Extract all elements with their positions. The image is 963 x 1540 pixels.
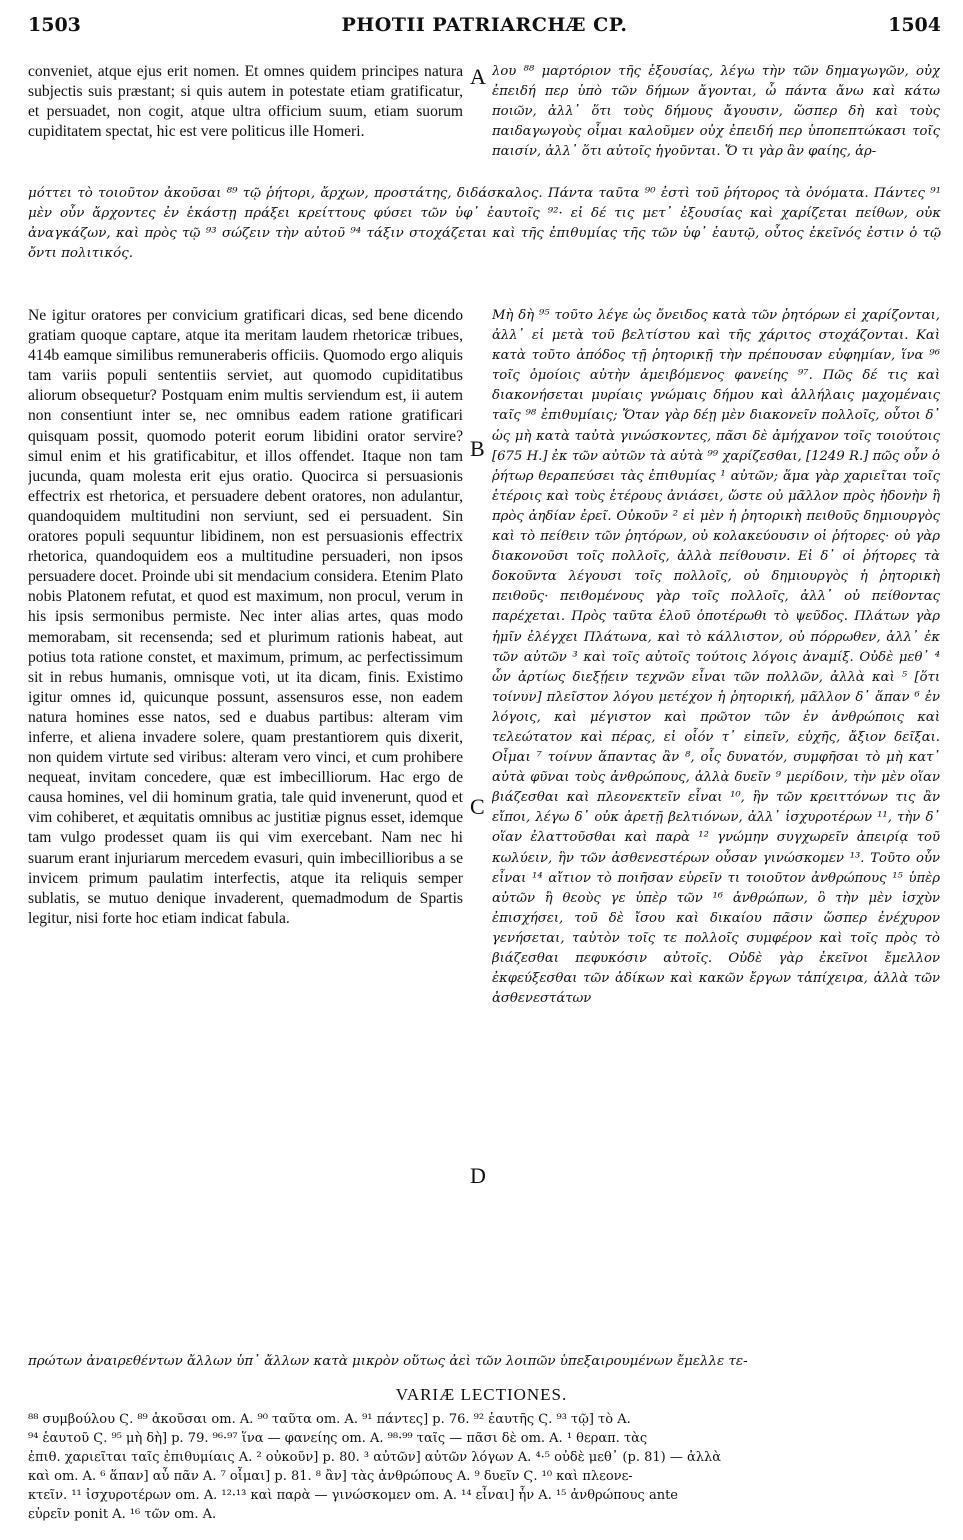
greek-fullwidth-2 — [28, 1352, 941, 1374]
page-title: PHOTII PATRIARCHÆ CP. — [341, 14, 628, 36]
variae-line: ⁸⁸ συμβούλου Ϛ. ⁸⁹ ἀκοῦσαι om. A. ⁹⁰ ταῦτα om. A. ⁹¹ πάντες] p. 76. ⁹² ἑαυτῆς Ϛ. ⁹³ τῷ] τὸ A. — [28, 1412, 631, 1427]
variae-lectiones-heading: VARIÆ LECTIONES. — [395, 1385, 568, 1404]
variae-line: ἐπιθ. χαριεῖται ταῖς ἐπιθυμίαις A. ² οὐκοῦν] p. 80. ³ αὐτῶν] αὐτῶν λόγων A. ⁴·⁵ οὐδὲ μεθ᾽ (p. 81) — ἀλλὰ — [28, 1450, 722, 1465]
greek-fullwidth-text-2: πρώτων ἀναιρεθέντων ἄλλων ὑπ᾽ ἄλλων κατὰ μικρὸν οὕτως ἀεὶ τῶν λοιπῶν ὑπεξαιρουμένων ἔμελλε τε- — [28, 1354, 748, 1369]
variae-line: καὶ om. A. ⁶ ἅπαν] αὖ πᾶν A. ⁷ οἶμαι] p. 81. ⁸ ἂν] τὰς ἀνθρώπους A. ⁹ δυεῖν Ϛ. ¹⁰ καὶ πλεονε- — [28, 1469, 633, 1484]
variae-lectiones — [28, 1410, 941, 1524]
page-number-right: 1504 — [888, 14, 941, 36]
greek-fullwidth-text-1: μόττει τὸ τοιοῦτον ἀκοῦσαι ⁸⁹ τῷ ῥήτορι, ἄρχων, προστάτης, διδάσκαλος. Πάντα ταῦτα ⁹⁰ ἐστὶ τοῦ ῥήτορος τὰ ὀνόματα. Πάντες ⁹¹ μὲν οὖν ἄρχοντες ἐν ἑκάστῃ πράξει κρείττους φύσει τῶν ὑφ᾽ ἑαυτοῖς ⁹²· εἰ δέ τις μετ᾽ ἐξουσίας καὶ χαρίζεται πείθων, οὐκ ἀναγκάζων, καὶ πρὸς τῷ ⁹³ σώζειν τὴν αὐτοῦ ⁹⁴ τάξιν στοχάζεται καὶ τῆς ἐπιθυμίας τῆς τῶν ὑφ᾽ ἑαυτῷ, οὗτος ἐκεῖνός ἐστιν ὁ τῷ ὄντι πολιτικός. — [28, 186, 941, 261]
variae-line: εὑρεῖν ponit A. ¹⁶ τῶν om. A. — [28, 1507, 217, 1522]
latin-column-2 — [28, 306, 463, 1352]
greek-column-2 — [492, 306, 940, 1352]
greek-column-1 — [492, 62, 940, 184]
greek-text-1: λου ⁸⁸ μαρτόριον τῆς ἐξουσίας, λέγω τὴν τῶν δημαγωγῶν, οὐχ ἐπειδή περ ὑπὸ τῶν δήμων ἄγονται, ὦ πάντα ἄνω καὶ κάτω ποιῶν, ἀλλ᾽ ὅτι τοὺς δήμους ἄγουσιν, ὥσπερ δὴ καὶ τοὺς παιδαγωγοὺς οἶμαι καλοῦμεν οὐχ ἐπειδή περ ὑποπεπτώκασι τοῖς παισίν, ἀλλ᾽ ὅτι αὐτοῖς ἡγοῦνται. Ὅ τι γὰρ ἂν φαίης, ἁρ- — [492, 64, 940, 160]
margin-letter-b: B — [470, 436, 485, 461]
latin-column-1 — [28, 62, 463, 184]
latin-text-1: conveniet, atque ejus erit nomen. Et omnes quidem principes natura subjectis suis præstant; si quis autem in potestate etiam gratificatur, et persuadet, non cogit, atque ultra officium suum, etiam suorum cupiditatem spectat, hic est vere politicus ille Homeri. — [28, 63, 463, 141]
variae-line: κτεῖν. ¹¹ ἰσχυροτέρων om. A. ¹²·¹³ καὶ παρὰ — γινώσκομεν om. A. ¹⁴ εἶναι] ἦν A. ¹⁵ ἀνθρώπους ante — [28, 1488, 678, 1503]
variae-line: ⁹⁴ ἑαυτοῦ Ϛ. ⁹⁵ μὴ δὴ] p. 79. ⁹⁶·⁹⁷ ἵνα — φανείης om. A. ⁹⁸·⁹⁹ ταῖς — πᾶσι δὲ om. A. ¹ θεραπ. τὰς — [28, 1431, 648, 1446]
margin-letter-d: D — [470, 1163, 486, 1188]
latin-text-2: Ne igitur oratores per convicium gratificari dicas, sed bene dicendo gratiam quoque captare, atque ita meritam laudem rhetoricæ tribues, 414b eamque similibus remuneraberis officiis. Quomodo ergo aliquis tam variis populi sententiis serviet, aut quomodo cupiditatibus aliorum obsequetur? Postquam enim multis serviendum est, ii autem non consentiunt inter se, nec omnibus eadem ratione gratificari quisquam possit, quomodo poterit eorum libidini orator servire? simul enim et his gratificabitur, et illos offendet. Itaque non tam jucunda, quam molesta erit ejus oratio. Quocirca si persuasionis effectrix est rhetorica, et persuadere debent oratores, non adulantur, quandoquidem multitudini non serviunt, sed ei persuadent. Sin oratores populi sequuntur libidinem, non est persuasionis effectrix rhetorica, quandoquidem eos a multitudine persuaderi, non ipsos persuadere docet. Proinde ubi sit mendacium considera. Etenim Plato nobis Platonem refutat, et quod est maximum, non procul, verum in his ipsis sermonibus permiste. Nec inter alias artes, quas modo memorabam, sit recensenda; sed et plurimum rationis habeat, aut potius tota ratione constet, et maximum, primum, ac perfectissimum sit in rebus humanis, omnisque voti, ut ita dicam, finis. Existimo igitur omnes id, quicunque possunt, assensuros esse, non eadem natura homines esse natos, sed e duabus partibus: alteram vim inferre, et aliena invadere solere, quam prestantiorem quis dixerit, non quidem virtute sed viribus: alteram vero vinci, et cum prohibere nequeat, invitam concedere, quæ est imbecilliorum. Hac ergo de causa homines, vel dii hominum gratia, tale quid invenerunt, quod et vim cohiberet, et æquitatis omnibus ac justitiæ pignus esset, idemque tam vulgo prodesset quam iis qui vim exercebant. Nam nec hi suarum erant injuriarum mercedem evasuri, quin imbecillioribus a se invicem primum paulatim interfectis, atque ita reliquis semper sublatis, se mutuo denique invaderent, quemadmodum de Spartis legitur, nisi forte hoc etiam indicat fabula. — [28, 307, 463, 927]
greek-text-2: Μὴ δὴ ⁹⁵ τοῦτο λέγε ὡς ὄνειδος κατὰ τῶν ῥητόρων εἰ χαρίζονται, ἀλλ᾽ εἰ μετὰ τοῦ βελτίστου καὶ τῆς χάριτος στοχάζονται. Καὶ κατὰ τοῦτο ἀπόδος τῇ ῥητορικῇ τὴν πρέπουσαν εὐφημίαν, ἵνα ⁹⁶ τοῖς ὁμοίοις αὐτὴν ἀμειβόμενος φανείης ⁹⁷. Πῶς δέ τις καὶ διακονήσεται μυρίαις γνώμαις δήμου καὶ ἀλλήλαις μαχομέναις ταῖς ⁹⁸ ἐπιθυμίαις; Ὅταν γὰρ δέῃ μὲν διακονεῖν πολλοῖς, οὗτοι δ᾽ ὡς μὴ κατὰ ταὐτὰ γινώσκοντες, πᾶσι δὲ ἀμήχανον τοῖς τοιούτοις [675 H.] ἐκ τῶν αὐτῶν τὰ αὐτὰ ⁹⁹ χαρίζεσθαι, [1249 R.] πῶς οὖν ὁ ῥήτωρ θεραπεύσει τὰς ἐπιθυμίας ¹ αὐτῶν; ἅμα γὰρ χαριεῖται τοῖς ἑτέροις καὶ τοὺς ἑτέρους ἀνιάσει, ὥστε οὐ μᾶλλον πρὸς ἡδονὴν ἢ πρὸς ἀηδίαν ἐρεῖ. Οὐκοῦν ² εἰ μὲν ἡ ῥητορικὴ πειθοῦς δημιουργὸς καὶ τὸ πείθειν τῶν ῥητόρων, οὐ κολακεύουσιν οἱ ῥήτορες· οὐ γὰρ διακονοῦσι τοῖς πολλοῖς, ἀλλὰ πείθουσιν. Εἰ δ᾽ οἱ ῥήτορες τὰ δοκοῦντα λέγουσι τοῖς πολλοῖς, οὐ δημιουργὸς ἡ ῥητορικὴ πειθοῦς· πειθομένους γὰρ τοῖς πολλοῖς, ἀλλ᾽ οὐ πείθοντας παρέχεται. Πρὸς ταῦτα ἑλοῦ ὁποτέρωθι τὸ ψεῦδος. Πλάτων γὰρ ἡμῖν ἐλέγχει Πλάτωνα, καὶ τὸ κάλλιστον, οὐ πόρρωθεν, ἀλλ᾽ ἐκ τῶν αὐτῶν ³ καὶ τοῖς αὐτοῖς τούτοις λόγοις ἀναμίξ. Οὐδὲ μεθ᾽ ⁴ ὧν ἀρτίως διεξῄειν τεχνῶν εἶναι τῶν πολλῶν, ἀλλὰ καὶ ⁵ [ὅτι τοίνυν] πλεῖστον λόγου μετέχον ἡ ῥητορική, μᾶλλον δ᾽ ἅπαν ⁶ ἐν λόγοις, καὶ μέγιστον καὶ πρῶτον τῶν ἐν ἀνθρώποις καὶ τελεώτατον καὶ πέρας, εἰ οἷόν τ᾽ εἰπεῖν, εὐχῆς, ἄξιον δεῖξαι. Οἶμαι ⁷ τοίνυν ἅπαντας ἂν ⁸, οἷς δυνατόν, συμφῆσαι τὸ μὴ κατ᾽ αὐτὰ φῦναι τοὺς ἀνθρώπους, ἀλλὰ δυεῖν ⁹ μερίδοιν, τὴν μὲν οἵαν βιάζεσθαι καὶ πλεονεκτεῖν εἶναι ¹⁰, ἣν τῶν κρειττόνων τις ἂν εἴποι, λέγω δ᾽ οὐκ ἀρετῇ βελτιόνων, ἀλλ᾽ ἰσχυροτέρων ¹¹, τὴν δ᾽ οἵαν ἐλαττοῦσθαι καὶ παρὰ ¹² γνώμην συγχωρεῖν ἀπειρίᾳ τοῦ κωλύειν, ἣν τῶν ἀσθενεστέρων οὖσαν γινώσκομεν ¹³. Τοῦτο οὖν εἶναι ¹⁴ αἴτιον τὸ ποιῆσαν εὑρεῖν τι τοιοῦτον ἀνθρώπους ¹⁵ ὑπὲρ αὐτῶν ἢ θεοὺς γε ὑπὲρ τῶν ¹⁶ ἀνθρώπων, ὃ τὴν μὲν ἰσχὺν ἐπισχήσει, τοῦ δὲ ἴσου καὶ δικαίου πᾶσιν ὥσπερ ἐνέχυρον γενήσεται, ταὐτὸν τοῖς τε πολλοῖς συμφέρον καὶ τοῖς πρὸς τὸ βιάζεσθαι πεφυκόσιν αὐτοῖς. Οὐδὲ γὰρ ἐκεῖνοι ἔμελλον ἐκφεύξεσθαι τῶν ἀδίκων καὶ κακῶν ἔργων τἀπίχειρα, ἀλλὰ τῶν ἀσθενεστάτων — [492, 308, 940, 1007]
margin-letter-c: C — [470, 794, 485, 819]
page-header — [28, 14, 941, 38]
greek-fullwidth-1 — [28, 184, 941, 306]
margin-letter-a: A — [470, 64, 486, 89]
page-number-left: 1503 — [28, 14, 81, 36]
